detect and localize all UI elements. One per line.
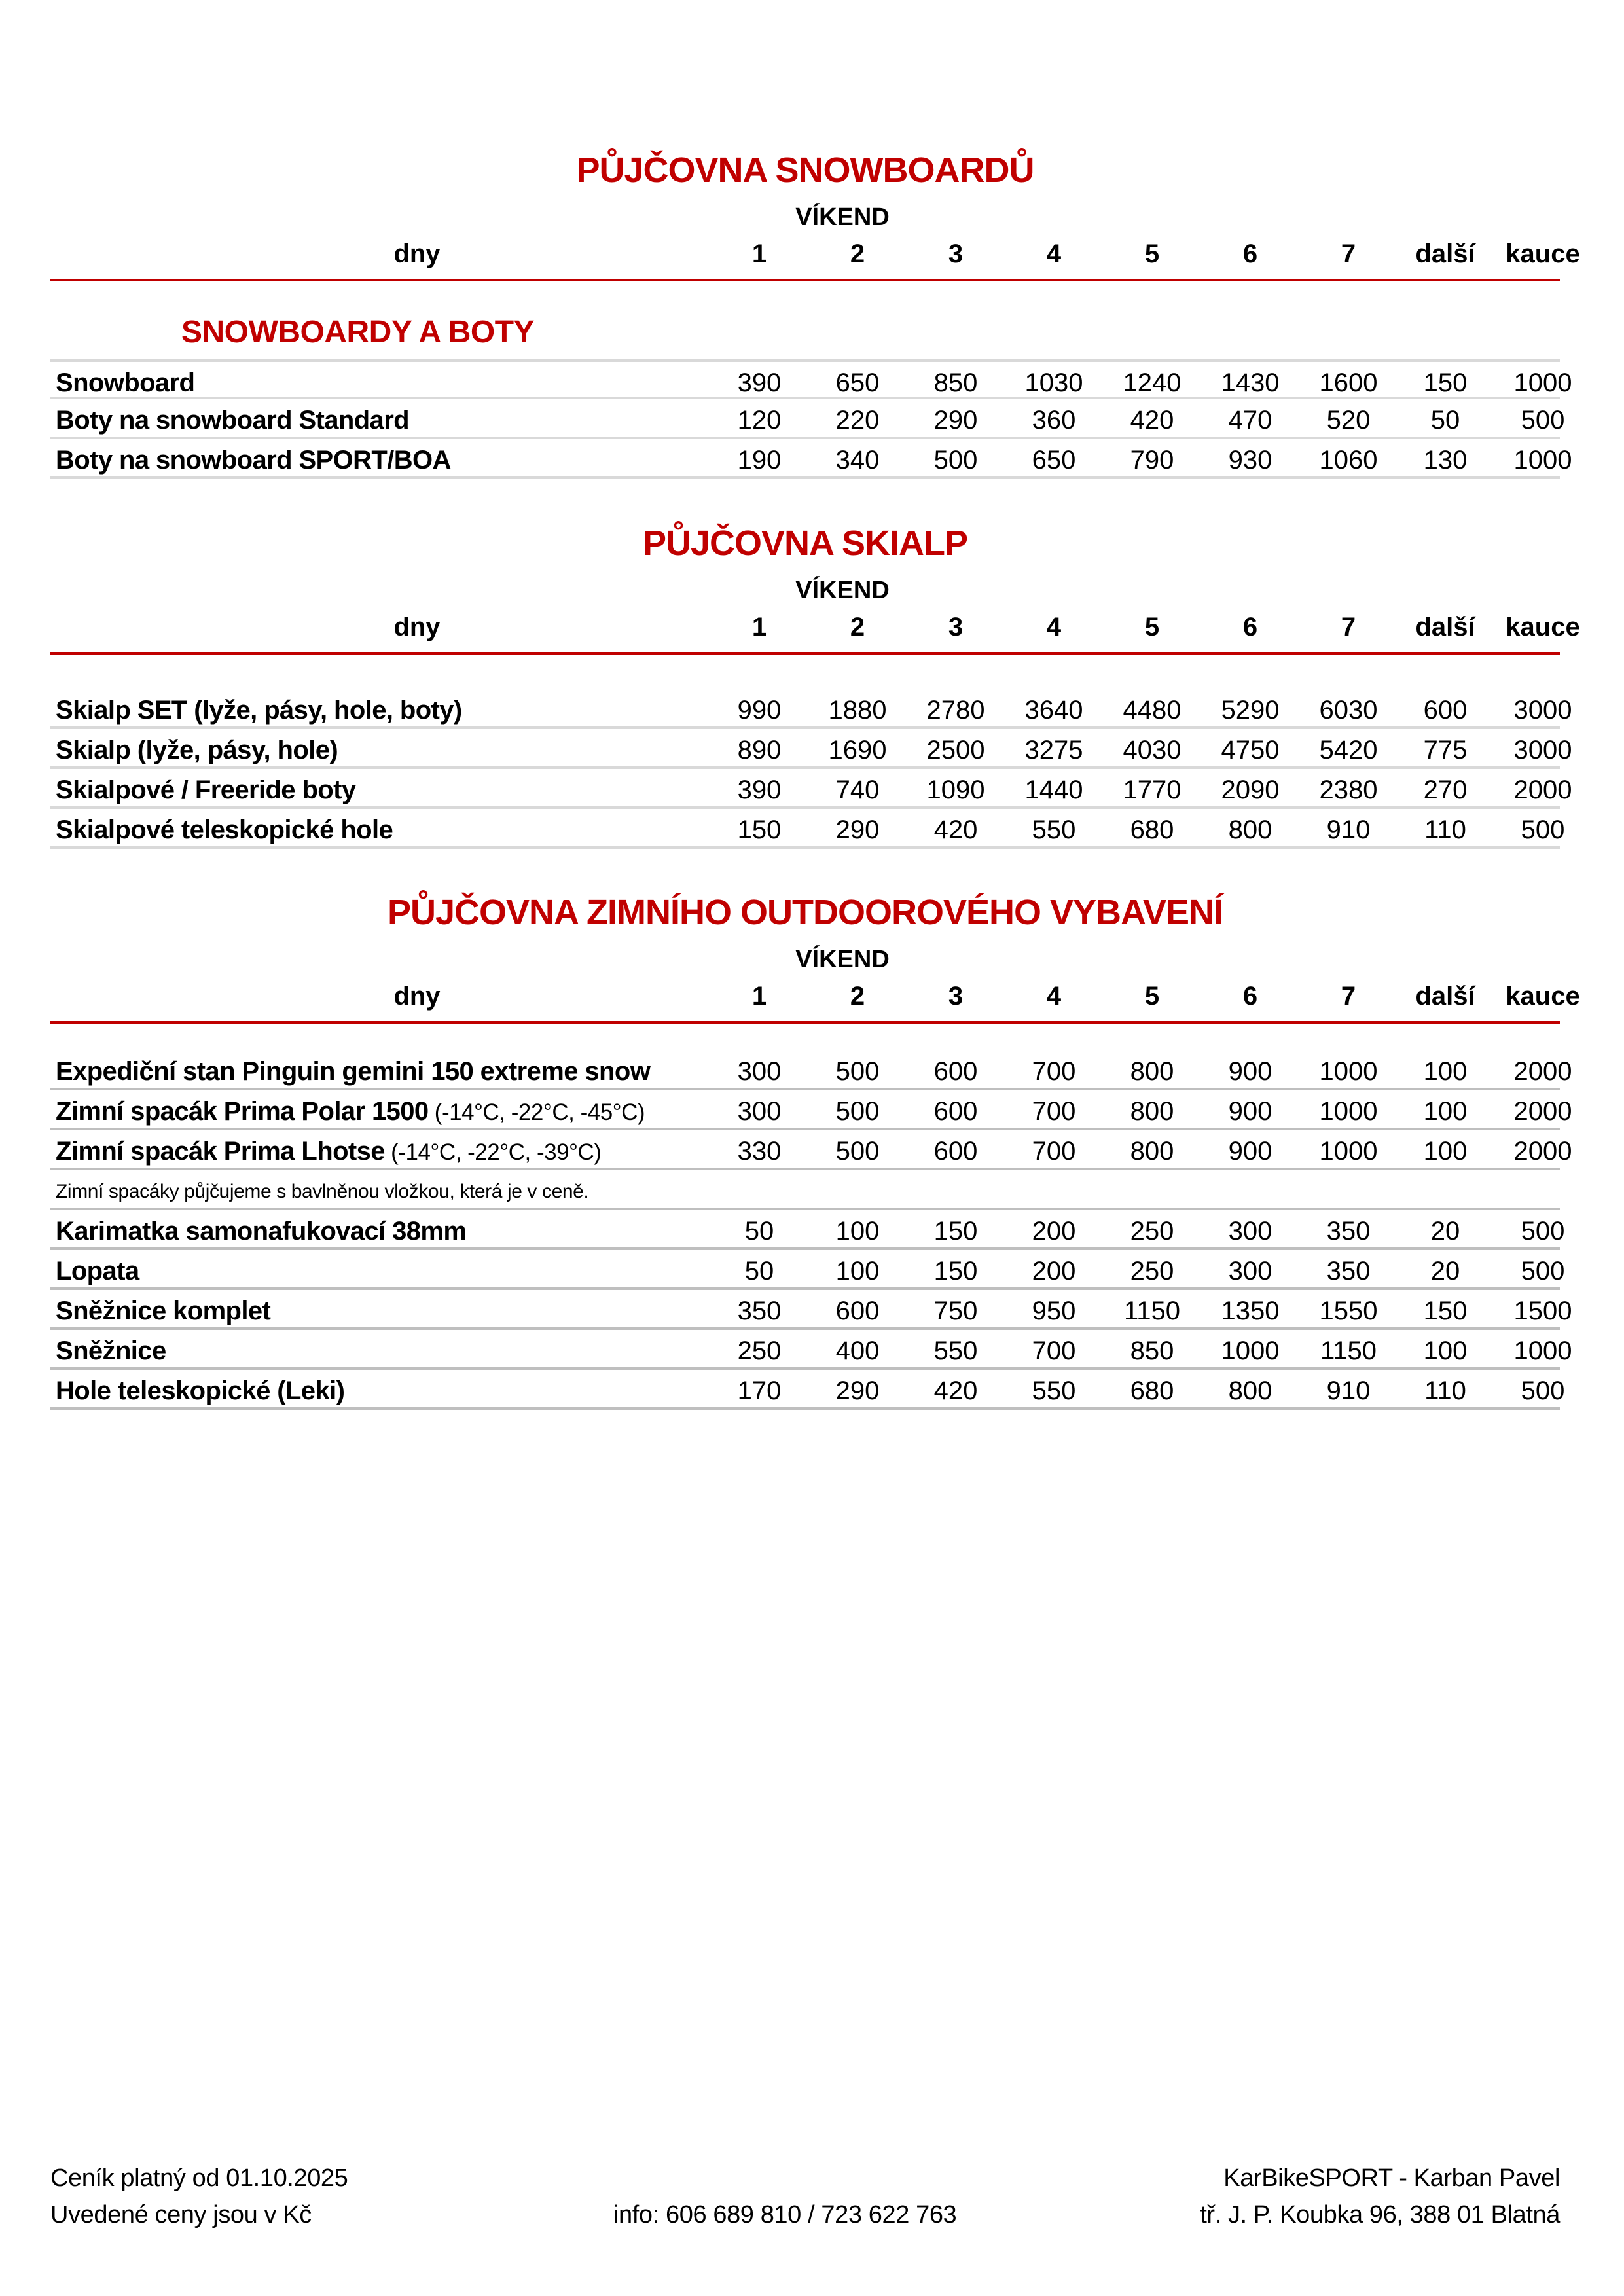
header-additional-day: další: [1415, 240, 1475, 268]
price-cell: 520: [1326, 406, 1371, 435]
price-cell: 5420: [1319, 736, 1378, 764]
item-name: Skialpové teleskopické hole: [56, 816, 393, 844]
header-day-7: 7: [1341, 613, 1356, 641]
sleeping-bag-note-row: [50, 1170, 1560, 1210]
price-cell: 420: [933, 1376, 978, 1405]
header-additional-day: další: [1415, 613, 1475, 641]
price-cell: 750: [933, 1297, 978, 1325]
price-cell: 420: [1130, 406, 1174, 435]
header-divider: [50, 1021, 1560, 1024]
price-cell: 680: [1130, 1376, 1174, 1405]
price-cell: 900: [1228, 1137, 1272, 1166]
price-cell: 550: [1032, 1376, 1076, 1405]
header-days: dny: [393, 240, 441, 268]
header-day-2: 2: [850, 613, 865, 641]
table-row: [50, 1050, 1572, 1090]
price-cell: 300: [737, 1097, 782, 1126]
deposit-cell: 1000: [1513, 368, 1572, 397]
footer-left: [50, 2160, 348, 2233]
price-cell: 1600: [1319, 368, 1378, 397]
price-cell: 700: [1032, 1336, 1076, 1365]
price-cell: 290: [835, 1376, 880, 1405]
price-table: [50, 689, 1572, 849]
price-cell: 100: [835, 1257, 880, 1285]
item-name: [56, 1136, 601, 1168]
price-cell: 1000: [1319, 1097, 1378, 1126]
price-cell: 500: [835, 1097, 880, 1126]
price-cell: 1000: [1319, 1137, 1378, 1166]
item-name: [56, 1096, 645, 1128]
deposit-cell: 2000: [1513, 776, 1572, 804]
deposit-cell: 500: [1521, 406, 1565, 435]
item-name: Skialpové / Freeride boty: [56, 776, 356, 804]
price-cell: 100: [1423, 1336, 1468, 1365]
price-cell: 1770: [1123, 776, 1182, 804]
price-cell: 850: [1130, 1336, 1174, 1365]
weekend-label: VÍKEND: [795, 204, 890, 231]
header-day-6: 6: [1242, 982, 1258, 1011]
price-cell: 6030: [1319, 696, 1378, 725]
price-cell: 170: [737, 1376, 782, 1405]
header-day-3: 3: [948, 240, 964, 268]
price-cell: 360: [1032, 406, 1076, 435]
price-cell: 700: [1032, 1097, 1076, 1126]
header-day-6: 6: [1242, 240, 1258, 268]
price-cell: 300: [1228, 1257, 1272, 1285]
price-cell: 390: [737, 368, 782, 397]
price-cell: 150: [1423, 368, 1468, 397]
header-day-7: 7: [1341, 240, 1356, 268]
header-deposit: kauce: [1506, 982, 1580, 1011]
price-cell: 800: [1130, 1057, 1174, 1086]
price-cell: 20: [1430, 1217, 1460, 1246]
subsection-title: SNOWBOARDY A BOTY: [181, 315, 535, 350]
header-day-5: 5: [1144, 240, 1160, 268]
price-cell: 600: [835, 1297, 880, 1325]
contact-phone: info: 606 689 810 / 723 622 763: [613, 2201, 957, 2229]
price-cell: 910: [1326, 1376, 1371, 1405]
deposit-cell: 2000: [1513, 1137, 1572, 1166]
header-day-2: 2: [850, 982, 865, 1011]
price-cell: 390: [737, 776, 782, 804]
deposit-cell: 2000: [1513, 1097, 1572, 1126]
price-cell: 120: [737, 406, 782, 435]
price-cell: 470: [1228, 406, 1272, 435]
deposit-cell: 2000: [1513, 1057, 1572, 1086]
price-cell: 2380: [1319, 776, 1378, 804]
price-cell: 500: [835, 1057, 880, 1086]
table-row: [50, 729, 1572, 769]
footer-right: [1200, 2160, 1560, 2233]
deposit-cell: 3000: [1513, 736, 1572, 764]
price-cell: 5290: [1221, 696, 1280, 725]
deposit-cell: 500: [1521, 1257, 1565, 1285]
deposit-cell: 500: [1521, 816, 1565, 844]
header-day-4: 4: [1046, 613, 1062, 641]
price-cell: 200: [1032, 1217, 1076, 1246]
price-cell: 150: [933, 1257, 978, 1285]
price-cell: 930: [1228, 446, 1272, 475]
price-cell: 300: [1228, 1217, 1272, 1246]
company-name: KarBikeSPORT - Karban Pavel: [1223, 2164, 1560, 2192]
price-cell: 4750: [1221, 736, 1280, 764]
column-header-row: [50, 238, 1580, 270]
price-cell: 220: [835, 406, 880, 435]
table-row: [50, 809, 1565, 849]
price-cell: 600: [1423, 696, 1468, 725]
item-name: Sněžnice: [56, 1336, 166, 1365]
header-day-7: 7: [1341, 982, 1356, 1011]
price-cell: 900: [1228, 1057, 1272, 1086]
price-cell: 900: [1228, 1097, 1272, 1126]
price-cell: 20: [1430, 1257, 1460, 1285]
price-cell: 270: [1423, 776, 1468, 804]
header-day-5: 5: [1144, 613, 1160, 641]
table-row: [50, 769, 1572, 809]
price-cell: 1880: [828, 696, 887, 725]
price-cell: 1430: [1221, 368, 1280, 397]
price-cell: 3640: [1024, 696, 1083, 725]
price-cell: 250: [737, 1336, 782, 1365]
price-cell: 740: [835, 776, 880, 804]
price-table: [50, 1050, 1572, 1410]
price-cell: 100: [1423, 1057, 1468, 1086]
header-days: dny: [393, 982, 441, 1011]
table-row: [50, 359, 1572, 399]
deposit-cell: 500: [1521, 1217, 1565, 1246]
item-name: Karimatka samonafukovací 38mm: [56, 1217, 467, 1246]
price-cell: 775: [1423, 736, 1468, 764]
section-title: PŮJČOVNA SKIALP: [642, 524, 968, 563]
weekend-label: VÍKEND: [795, 577, 890, 604]
price-cell: 190: [737, 446, 782, 475]
price-cell: 1350: [1221, 1297, 1280, 1325]
item-name: Skialp (lyže, pásy, hole): [56, 736, 338, 764]
footer-contact: [613, 2197, 956, 2233]
price-cell: 100: [835, 1217, 880, 1246]
price-cell: 790: [1130, 446, 1174, 475]
header-day-4: 4: [1046, 240, 1062, 268]
price-cell: 1060: [1319, 446, 1378, 475]
price-cell: 150: [1423, 1297, 1468, 1325]
table-row: [50, 1130, 1572, 1170]
header-day-2: 2: [850, 240, 865, 268]
price-cell: 1000: [1221, 1336, 1280, 1365]
price-cell: 100: [1423, 1137, 1468, 1166]
price-cell: 680: [1130, 816, 1174, 844]
item-temperature-range: (-14°C, -22°C, -39°C): [384, 1139, 602, 1165]
header-day-1: 1: [751, 613, 767, 641]
price-cell: 350: [1326, 1257, 1371, 1285]
price-cell: 700: [1032, 1057, 1076, 1086]
item-temperature-range: (-14°C, -22°C, -45°C): [428, 1100, 645, 1125]
price-cell: 990: [737, 696, 782, 725]
price-cell: 1240: [1123, 368, 1182, 397]
currency-note: Uvedené ceny jsou v Kč: [50, 2201, 312, 2229]
price-cell: 1000: [1319, 1057, 1378, 1086]
price-cell: 290: [933, 406, 978, 435]
weekend-label: VÍKEND: [795, 946, 890, 973]
header-days: dny: [393, 613, 441, 641]
price-cell: 150: [737, 816, 782, 844]
price-cell: 800: [1130, 1097, 1174, 1126]
price-cell: 2780: [926, 696, 985, 725]
header-additional-day: další: [1415, 982, 1475, 1011]
price-cell: 250: [1130, 1217, 1174, 1246]
price-cell: 50: [744, 1217, 774, 1246]
price-valid-from: Ceník platný od 01.10.2025: [50, 2164, 348, 2192]
item-name: [56, 1056, 650, 1088]
price-cell: 550: [933, 1336, 978, 1365]
header-day-3: 3: [948, 613, 964, 641]
item-name: Boty na snowboard SPORT/BOA: [56, 446, 451, 475]
header-divider: [50, 279, 1560, 281]
price-cell: 4480: [1123, 696, 1182, 725]
price-cell: 550: [1032, 816, 1076, 844]
item-name: Hole teleskopické (Leki): [56, 1376, 345, 1405]
column-header-row: [50, 611, 1580, 643]
price-table: [50, 359, 1572, 479]
table-row: [50, 1290, 1572, 1330]
price-cell: 2090: [1221, 776, 1280, 804]
item-name-main: Zimní spacák Prima Polar 1500: [56, 1097, 429, 1126]
header-day-3: 3: [948, 982, 964, 1011]
price-cell: 650: [835, 368, 880, 397]
header-deposit: kauce: [1506, 240, 1580, 268]
price-cell: 650: [1032, 446, 1076, 475]
price-cell: 3275: [1024, 736, 1083, 764]
column-header-row: [50, 980, 1580, 1012]
table-row: [50, 399, 1565, 439]
table-row: [50, 1210, 1565, 1250]
section-title: PŮJČOVNA SNOWBOARDŮ: [576, 151, 1034, 190]
sleeping-bag-note: Zimní spacáky půjčujeme s bavlněnou vložkou, která je v ceně.: [56, 1181, 589, 1202]
section-title: PŮJČOVNA ZIMNÍHO OUTDOOROVÉHO VYBAVENÍ: [387, 893, 1223, 932]
header-day-4: 4: [1046, 982, 1062, 1011]
item-name: Sněžnice komplet: [56, 1297, 271, 1325]
item-name: Snowboard: [56, 368, 195, 397]
table-row: [50, 1370, 1565, 1410]
company-address: tř. J. P. Koubka 96, 388 01 Blatná: [1200, 2201, 1560, 2229]
price-cell: 290: [835, 816, 880, 844]
price-cell: 110: [1424, 816, 1466, 844]
price-cell: 600: [933, 1097, 978, 1126]
price-cell: 250: [1130, 1257, 1174, 1285]
item-name: Boty na snowboard Standard: [56, 406, 410, 435]
price-cell: 330: [737, 1137, 782, 1166]
price-cell: 1090: [926, 776, 985, 804]
price-cell: 420: [933, 816, 978, 844]
price-cell: 800: [1228, 816, 1272, 844]
price-cell: 50: [744, 1257, 774, 1285]
price-cell: 800: [1228, 1376, 1272, 1405]
deposit-cell: 500: [1521, 1376, 1565, 1405]
item-name-main: Expediční stan Pinguin gemini 150 extreme snow: [56, 1057, 651, 1086]
price-cell: 400: [835, 1336, 880, 1365]
price-cell: 500: [835, 1137, 880, 1166]
price-cell: 1150: [1320, 1336, 1377, 1365]
price-cell: 950: [1032, 1297, 1076, 1325]
price-cell: 1030: [1024, 368, 1083, 397]
deposit-cell: 1500: [1513, 1297, 1572, 1325]
deposit-cell: 1000: [1513, 1336, 1572, 1365]
price-cell: 500: [933, 446, 978, 475]
price-cell: 850: [933, 368, 978, 397]
table-row: [50, 439, 1572, 479]
price-cell: 100: [1423, 1097, 1468, 1126]
price-cell: 1440: [1024, 776, 1083, 804]
price-cell: 800: [1130, 1137, 1174, 1166]
table-row: [50, 689, 1572, 729]
table-row: [50, 1090, 1572, 1130]
price-cell: 350: [1326, 1217, 1371, 1246]
table-row: [50, 1250, 1565, 1290]
price-cell: 1150: [1123, 1297, 1180, 1325]
header-deposit: kauce: [1506, 613, 1580, 641]
price-cell: 150: [933, 1217, 978, 1246]
table-row: [50, 1330, 1572, 1370]
deposit-cell: 3000: [1513, 696, 1572, 725]
price-cell: 910: [1326, 816, 1371, 844]
price-cell: 50: [1430, 406, 1460, 435]
price-cell: 2500: [926, 736, 985, 764]
price-cell: 4030: [1123, 736, 1182, 764]
price-cell: 600: [933, 1137, 978, 1166]
price-cell: 300: [737, 1057, 782, 1086]
price-cell: 200: [1032, 1257, 1076, 1285]
header-day-6: 6: [1242, 613, 1258, 641]
header-divider: [50, 652, 1560, 655]
price-cell: 700: [1032, 1137, 1076, 1166]
item-name-main: Zimní spacák Prima Lhotse: [56, 1137, 385, 1166]
price-cell: 600: [933, 1057, 978, 1086]
price-cell: 340: [835, 446, 880, 475]
price-cell: 350: [737, 1297, 782, 1325]
price-cell: 890: [737, 736, 782, 764]
item-name: Skialp SET (lyže, pásy, hole, boty): [56, 696, 462, 725]
price-cell: 1690: [828, 736, 887, 764]
price-cell: 130: [1423, 446, 1468, 475]
page-footer: [50, 2160, 1560, 2238]
deposit-cell: 1000: [1513, 446, 1572, 475]
item-name: Lopata: [56, 1257, 139, 1285]
price-cell: 1550: [1319, 1297, 1378, 1325]
price-cell: 110: [1424, 1376, 1466, 1405]
header-day-5: 5: [1144, 982, 1160, 1011]
header-day-1: 1: [751, 240, 767, 268]
header-day-1: 1: [751, 982, 767, 1011]
